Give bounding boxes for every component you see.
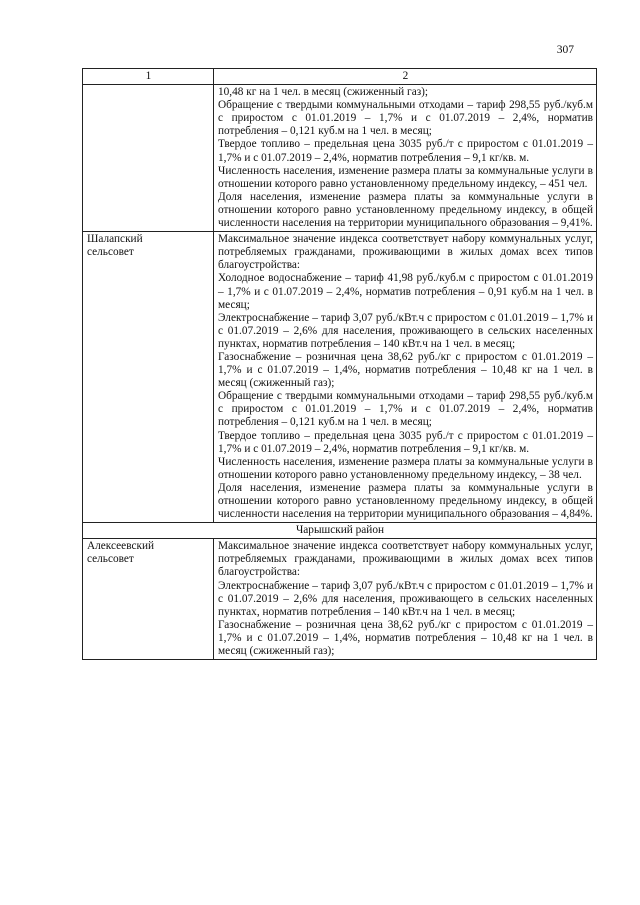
- municipality-name: Алексеевский сельсовет: [83, 539, 214, 660]
- page-number: 307: [556, 44, 574, 56]
- table-row: [83, 539, 597, 660]
- paragraph: 10,48 кг на 1 чел. в месяц (сжиженный газ);: [218, 86, 429, 99]
- paragraph: Холодное водоснабжение – тариф 41,98 руб./куб.м с приростом с 01.01.2019 – 1,7% и с 01.07.2019 – 2,4%, норматив потребления – 0,91 куб.м на 1 чел. в месяц;: [218, 272, 593, 311]
- table-row: [83, 232, 597, 523]
- table-header-row: [83, 69, 597, 85]
- paragraph: Максимальное значение индекса соответствует набору коммунальных услуг, потребляемых гражданами, проживающими в жилых домах всех типов благоустройства:: [218, 540, 593, 579]
- paragraph: Электроснабжение – тариф 3,07 руб./кВт.ч с приростом с 01.01.2019 – 1,7% и с 01.07.2019 – 2,6% для населения, проживающего в сельских населенных пунктах, норматив потребления – 140 кВт.ч на 1 чел. в месяц;: [218, 311, 593, 350]
- tariff-table: [82, 68, 597, 660]
- municipality-name: [83, 85, 214, 232]
- table-row: [83, 85, 597, 232]
- header-col-1: 1: [83, 69, 214, 85]
- paragraph: Численность населения, изменение размера платы за коммунальные услуги в отношении которого равно установленному предельному индексу, – 451 чел.: [218, 164, 593, 190]
- municipality-name: Шалапский сельсовет: [83, 232, 214, 523]
- paragraph: Электроснабжение – тариф 3,07 руб./кВт.ч с приростом с 01.01.2019 – 1,7% и с 01.07.2019 – 2,6% для населения, проживающего в сельских населенных пунктах, норматив потребления – 140 кВт.ч на 1 чел. в месяц;: [218, 579, 593, 618]
- paragraph: Обращение с твердыми коммунальными отходами – тариф 298,55 руб./куб.м с приростом с 01.01.2019 – 1,7% и с 01.07.2019 – 2,4%, норматив потребления – 0,121 куб.м на 1 чел. в месяц;: [218, 390, 593, 429]
- description-cell: [214, 85, 597, 232]
- paragraph: Твердое топливо – предельная цена 3035 руб./т с приростом с 01.01.2019 – 1,7% и с 01.07.2019 – 2,4%, норматив потребления – 9,1 кг/кв. м.: [218, 429, 593, 455]
- paragraph: Численность населения, изменение размера платы за коммунальные услуги в отношении которого равно установленному предельному индексу, – 38 чел.: [218, 455, 593, 481]
- description-cell: [214, 232, 597, 523]
- paragraph: Максимальное значение индекса соответствует набору коммунальных услуг, потребляемых гражданами, проживающими в жилых домах всех типов благоустройства:: [218, 233, 593, 272]
- paragraph: Газоснабжение – розничная цена 38,62 руб./кг с приростом с 01.01.2019 – 1,7% и с 01.07.2019 – 1,4%, норматив потребления – 10,48 кг на 1 чел. в месяц (сжиженный газ);: [218, 618, 593, 658]
- paragraph: Доля населения, изменение размера платы за коммунальные услуги в отношении которого равно установленному предельному индексу, в общей численности населения на территории муниципального образования – 9,41%.: [218, 190, 593, 230]
- paragraph: Обращение с твердыми коммунальными отходами – тариф 298,55 руб./куб.м с приростом с 01.01.2019 – 1,7% и с 01.07.2019 – 2,4%, норматив потребления – 0,121 куб.м на 1 чел. в месяц;: [218, 99, 593, 138]
- paragraph: Газоснабжение – розничная цена 38,62 руб./кг с приростом с 01.01.2019 – 1,7% и с 01.07.2019 – 1,4%, норматив потребления – 10,48 кг на 1 чел. в месяц (сжиженный газ);: [218, 350, 593, 390]
- description-cell: [214, 539, 597, 660]
- paragraph: Доля населения, изменение размера платы за коммунальные услуги в отношении которого равно установленному предельному индексу, в общей численности населения на территории муниципального образования – 4,84%.: [218, 481, 593, 521]
- header-col-2: 2: [214, 69, 597, 85]
- district-name: Чарышский район: [83, 523, 597, 539]
- paragraph: Твердое топливо – предельная цена 3035 руб./т с приростом с 01.01.2019 – 1,7% и с 01.07.2019 – 2,4%, норматив потребления – 9,1 кг/кв. м.: [218, 138, 593, 164]
- district-row: [83, 523, 597, 539]
